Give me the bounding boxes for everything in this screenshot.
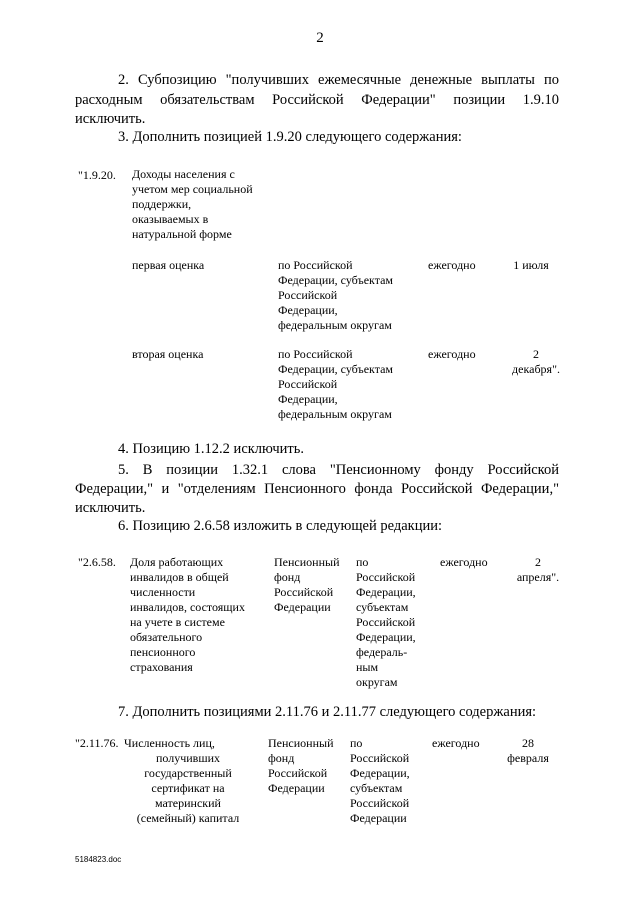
paragraph-5-line-1: 5. В позиции 1.32.1 слова "Пенсионному фонду Российской bbox=[118, 462, 559, 478]
page-number: 2 bbox=[316, 30, 324, 46]
row-date-second-estimate: 2 декабря". bbox=[512, 347, 560, 376]
paragraph-6: 6. Позицию 2.6.58 изложить в следующей редакции: bbox=[118, 518, 443, 534]
document-file-code: 5184823.doc bbox=[75, 855, 122, 864]
level-2-6-58: по Российской Федерации, субъектам Российской Федерации, федераль- ным округам bbox=[356, 555, 416, 689]
position-code-2-11-76: "2.11.76. bbox=[75, 736, 119, 750]
date-2-6-58: 2 апреля". bbox=[516, 555, 560, 584]
level-2-11-76: по Российской Федерации, субъектам Российской Федерации bbox=[350, 736, 410, 825]
paragraph-5-line-3: исключить. bbox=[75, 500, 146, 516]
position-code-1-9-20: "1.9.20. bbox=[78, 168, 116, 182]
indicator-name-2-6-58: Доля работающих инвалидов в общей численности инвалидов, состоящих на учете в системе обязательного пенсионного страхования bbox=[130, 555, 245, 674]
periodicity-2-11-76: ежегодно bbox=[432, 736, 480, 750]
row-label-first-estimate: первая оценка bbox=[132, 258, 205, 272]
row-level-first-estimate: по Российской Федерации, субъектам Российской Федерации, федеральным округам bbox=[278, 258, 394, 332]
row-periodicity-first-estimate: ежегодно bbox=[428, 258, 476, 272]
agency-2-6-58: Пенсионный фонд Российской Федерации bbox=[274, 555, 340, 614]
periodicity-2-6-58: ежегодно bbox=[440, 555, 488, 569]
position-code-2-6-58: "2.6.58. bbox=[78, 555, 116, 569]
paragraph-5-line-2: Федерации," и "отделениям Пенсионного фонда Российской Федерации," bbox=[75, 481, 559, 497]
paragraph-7: 7. Дополнить позициями 2.11.76 и 2.11.77 следующего содержания: bbox=[118, 704, 537, 720]
paragraph-4: 4. Позицию 1.12.2 исключить. bbox=[118, 441, 304, 457]
paragraph-2-line-3: исключить. bbox=[75, 111, 146, 127]
row-date-first-estimate: 1 июля bbox=[513, 258, 549, 272]
paragraph-2-line-2: расходным обязательствам Российской Федерации" позиции 1.9.10 bbox=[75, 92, 559, 108]
date-2-11-76: 28 февраля bbox=[507, 736, 549, 765]
row-periodicity-second-estimate: ежегодно bbox=[428, 347, 476, 361]
indicator-name-2-11-76: Численность лиц, получивших государственный сертификат на материнский (семейный) капитал bbox=[124, 736, 240, 825]
paragraph-2-line-1: 2. Субпозицию "получивших ежемесячные денежные выплаты по bbox=[118, 72, 559, 88]
paragraph-3: 3. Дополнить позицией 1.9.20 следующего содержания: bbox=[118, 129, 462, 145]
row-level-second-estimate: по Российской Федерации, субъектам Российской Федерации, федеральным округам bbox=[278, 347, 394, 421]
indicator-name-1-9-20: Доходы населения с учетом мер социальной поддержки, оказываемых в натуральной форме bbox=[132, 167, 253, 241]
agency-2-11-76: Пенсионный фонд Российской Федерации bbox=[268, 736, 334, 795]
row-label-second-estimate: вторая оценка bbox=[132, 347, 204, 361]
